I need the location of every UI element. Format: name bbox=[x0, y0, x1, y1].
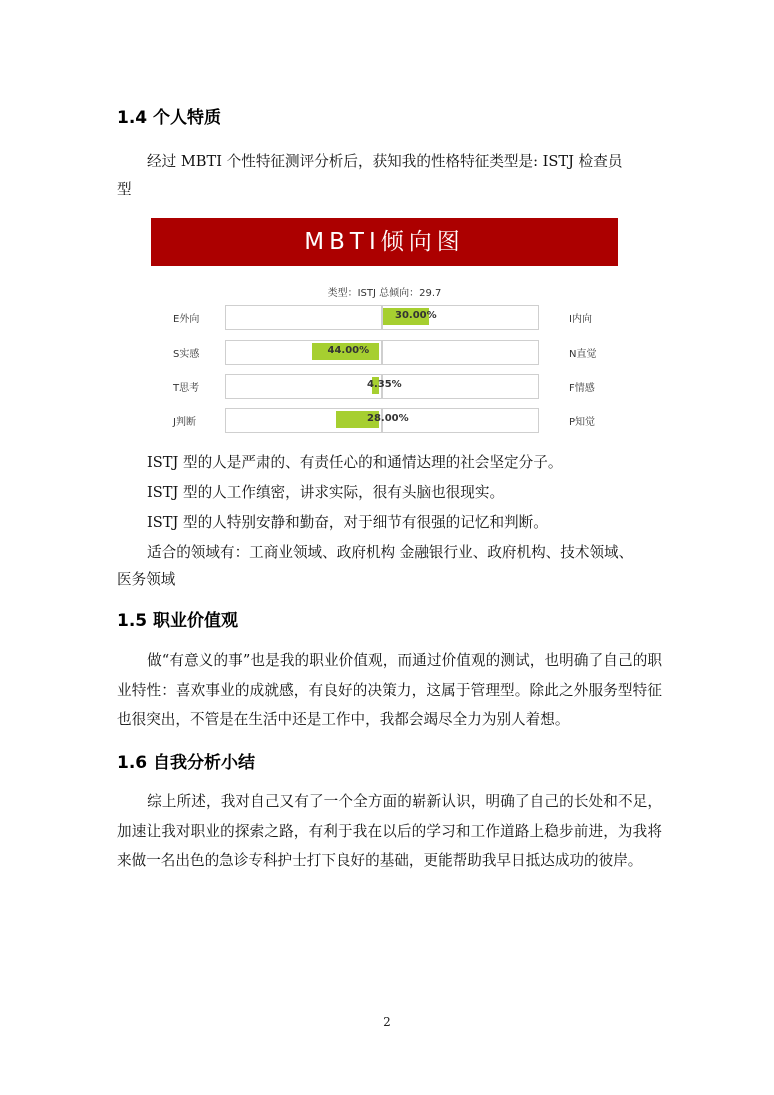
mbti-value-label: 4.35% bbox=[367, 379, 402, 390]
mbti-row-sn bbox=[151, 340, 618, 365]
mbti-right-label: N直觉 bbox=[569, 349, 597, 360]
career-values-text: 做“有意义的事”也是我的职业价值观，而通过价值观的测试，也明确了自己的职业特性：喜欢事业的成就感，有良好的决策力，这属于管理型。除此之外服务型特征也很突出，不管是在生活中还是工作中，我都会竭尽全力为别人着想。 bbox=[117, 652, 662, 728]
mbti-row-jp bbox=[151, 408, 618, 433]
mbti-left-label: S实感 bbox=[173, 349, 200, 360]
page-number: 2 bbox=[383, 1015, 391, 1029]
section-title-1-4: 1.4 个人特质 bbox=[117, 108, 222, 128]
mbti-intro-line-cont: 型 bbox=[117, 181, 132, 198]
mbti-left-label: J判断 bbox=[173, 417, 196, 428]
career-values-paragraph bbox=[117, 646, 662, 735]
mbti-left-box bbox=[225, 305, 382, 330]
mbti-right-box bbox=[382, 340, 539, 365]
mbti-type-summary: 类型：ISTJ 总倾向：29.7 bbox=[327, 288, 442, 299]
mbti-value-label: 44.00% bbox=[327, 345, 370, 356]
section-title-1-6: 1.6 自我分析小结 bbox=[117, 753, 256, 773]
mbti-value-label: 30.00% bbox=[395, 310, 437, 321]
trait-line: ISTJ 型的人特别安静和勤奋，对于细节有很强的记忆和判断。 bbox=[147, 514, 548, 531]
mbti-left-box bbox=[225, 374, 382, 399]
suitable-fields-line-cont: 医务领域 bbox=[117, 571, 176, 588]
mbti-right-label: F情感 bbox=[569, 383, 595, 394]
mbti-right-label: P知觉 bbox=[569, 417, 596, 428]
trait-line: ISTJ 型的人是严肃的、有责任心的和通情达理的社会坚定分子。 bbox=[147, 454, 563, 471]
mbti-row-tf bbox=[151, 374, 618, 399]
mbti-left-label: E外向 bbox=[173, 314, 200, 325]
self-analysis-summary-text: 综上所述，我对自己又有了一个全方面的崭新认识，明确了自己的长处和不足，加速让我对职业的探索之路，有利于我在以后的学习和工作道路上稳步前进，为我将来做一名出色的急诊专科护士打下良好的基础，更能帮助我早日抵达成功的彼岸。 bbox=[117, 793, 662, 869]
mbti-intro-line: 经过 MBTI 个性特征测评分析后，获知我的性格特征类型是: ISTJ 检查员 bbox=[147, 153, 623, 170]
mbti-right-box bbox=[382, 374, 539, 399]
trait-line: ISTJ 型的人工作缜密，讲求实际，很有头脑也很现实。 bbox=[147, 484, 505, 501]
mbti-right-label: I内向 bbox=[569, 314, 592, 325]
mbti-row-ei bbox=[151, 305, 618, 330]
mbti-value-label: 28.00% bbox=[367, 413, 409, 424]
suitable-fields-line: 适合的领域有：工商业领域、政府机构 金融银行业、政府机构、技术领域、 bbox=[147, 544, 634, 561]
mbti-left-label: T思考 bbox=[173, 383, 200, 394]
mbti-banner-title: MBTI倾向图 bbox=[151, 218, 618, 266]
self-analysis-summary-paragraph bbox=[117, 787, 662, 876]
section-title-1-5: 1.5 职业价值观 bbox=[117, 611, 239, 631]
